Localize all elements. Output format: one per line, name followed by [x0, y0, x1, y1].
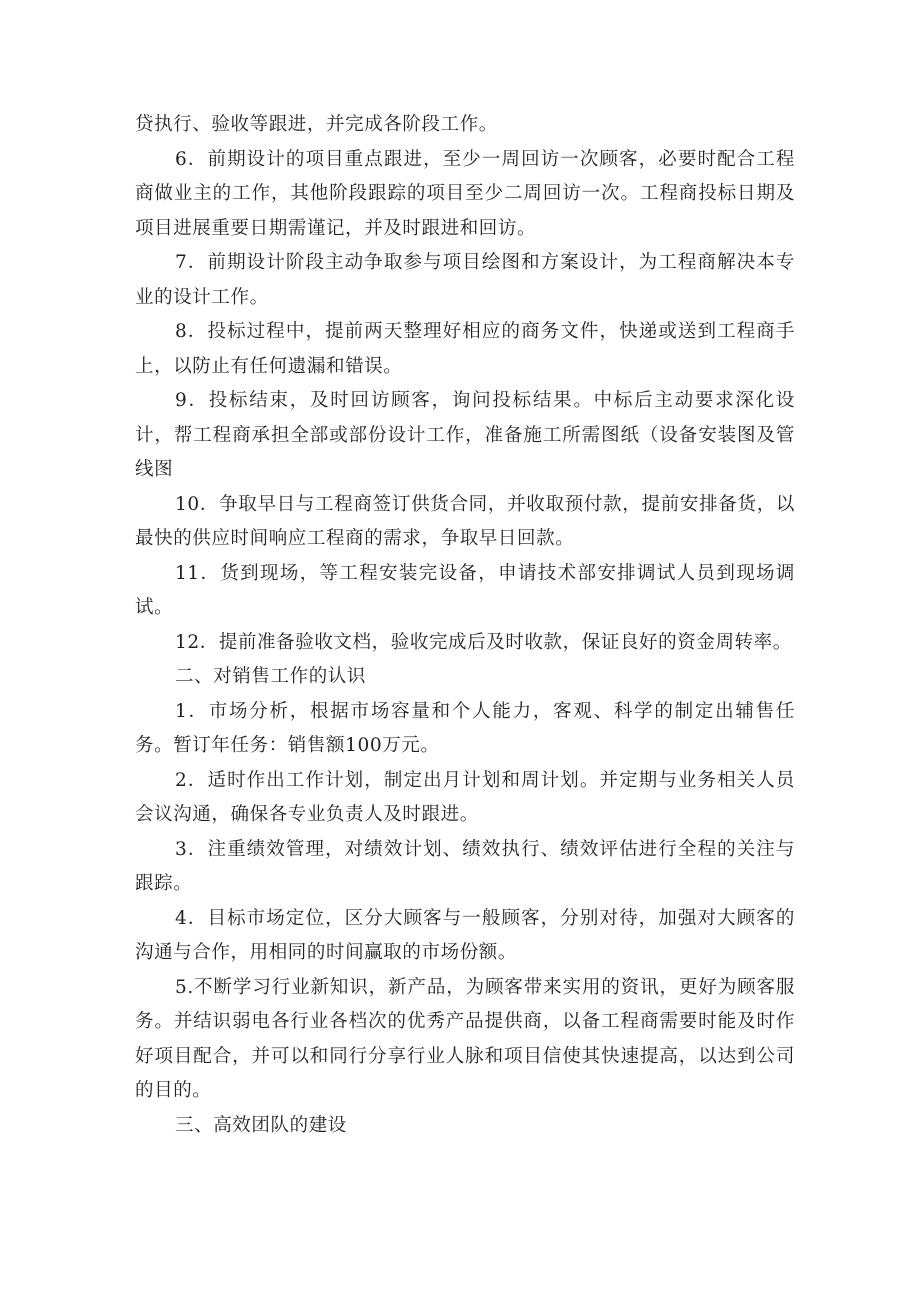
paragraph-sales-3: 3．注重绩效管理，对绩效计划、绩效执行、绩效评估进行全程的关注与跟踪。: [135, 838, 795, 894]
paragraph-continuation: 贷执行、验收等跟进，并完成各阶段工作。: [135, 114, 498, 135]
section-heading-2: 二、对销售工作的认识: [175, 666, 367, 687]
paragraph-sales-4: 4．目标市场定位，区分大顾客与一般顾客，分别对待，加强对大顾客的沟通与合作，用相同的时间赢取的市场份额。: [135, 907, 795, 963]
paragraph-item-9: 9．投标结束，及时回访顾客，询问投标结果。中标后主动要求深化设计，帮工程商承担全部或部份设计工作，准备施工所需图纸（设备安装图及管线图: [135, 390, 795, 480]
paragraph-item-7: 7．前期设计阶段主动争取参与项目绘图和方案设计，为工程商解决本专业的设计工作。: [135, 252, 795, 308]
paragraph-item-8: 8．投标过程中，提前两天整理好相应的商务文件，快递或送到工程商手上，以防止有任何遗漏和错误。: [135, 321, 795, 377]
paragraph-item-11: 11．货到现场，等工程安装完设备，申请技术部安排调试人员到现场调试。: [135, 562, 795, 618]
paragraph-sales-5: 5.不断学习行业新知识，新产品，为顾客带来实用的资讯，更好为顾客服务。并结识弱电各行业各档次的优秀产品提供商，以备工程商需要时能及时作好项目配合，并可以和同行分享行业人脉和项目信使其快速提高，以达到公司的目的。: [135, 976, 795, 1101]
paragraph-item-10: 10．争取早日与工程商签订供货合同，并收取预付款，提前安排备货，以最快的供应时间响应工程商的需求，争取早日回款。: [135, 493, 795, 549]
paragraph-sales-2: 2．适时作出工作计划，制定出月计划和周计划。并定期与业务相关人员会议沟通，确保各专业负责人及时跟进。: [135, 769, 795, 825]
paragraph-item-6: 6．前期设计的项目重点跟进，至少一周回访一次顾客，必要时配合工程商做业主的工作，其他阶段跟踪的项目至少二周回访一次。工程商投标日期及项目进展重要日期需谨记，并及时跟进和回访。: [135, 148, 795, 239]
section-heading-3: 三、高效团队的建设: [175, 1114, 347, 1136]
paragraph-item-12: 12．提前准备验收文档，验收完成后及时收款，保证良好的资金周转率。: [175, 631, 792, 653]
document-body: [135, 108, 795, 1143]
paragraph-sales-1: 1．市场分析，根据市场容量和个人能力，客观、科学的制定出辅售任务。暂订年任务：销售额100万元。: [135, 700, 795, 756]
